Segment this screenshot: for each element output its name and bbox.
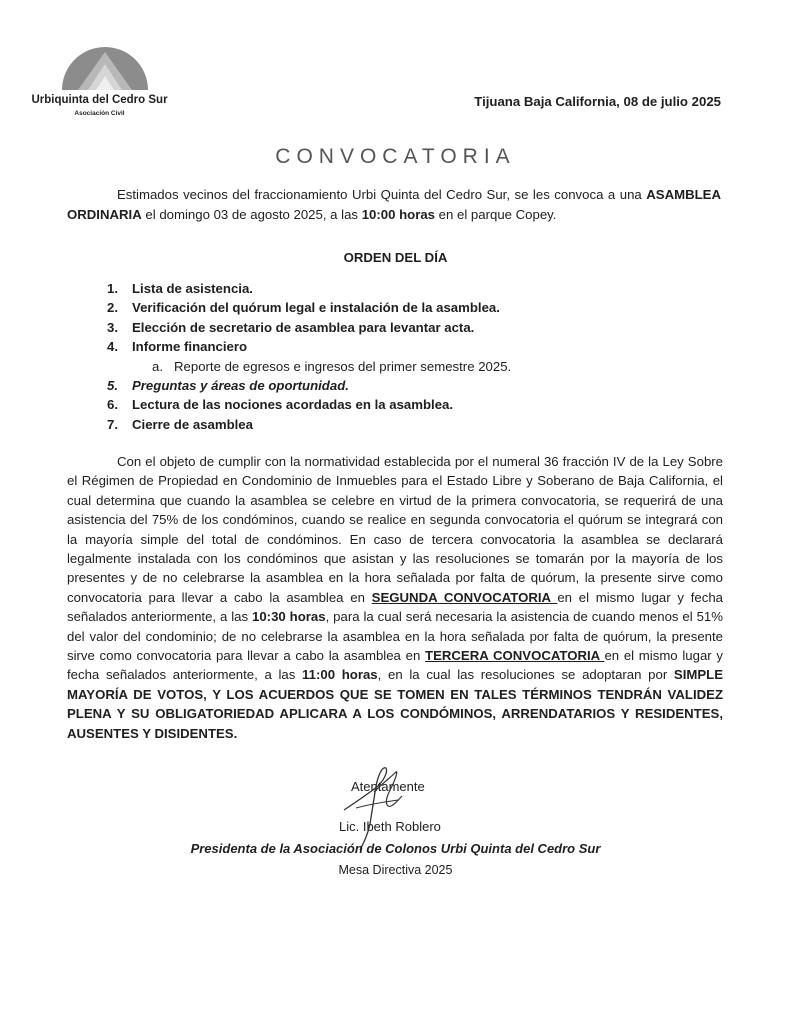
org-name: Urbiquinta del Cedro Sur [31,94,168,106]
signer-role: Presidenta de la Asociación de Colonos Urbi Quinta del Cedro Sur [190,841,601,856]
agenda-list [107,279,511,434]
agenda-item: 5. Preguntas y áreas de oportunidad. [107,378,349,394]
place-date: Tijuana Baja California, 08 de julio 2025 [474,94,721,109]
agenda-item: 4. Informe financiero [107,339,248,355]
agenda-subitem: a. Reporte de egresos e ingresos del primer semestre 2025. [152,358,512,374]
board-label: Mesa Directiva 2025 [338,863,453,877]
agenda-item: 3. Elección de secretario de asamblea para levantar acta. [107,319,475,335]
body-paragraph: Con el objeto de cumplir con la normatividad establecida por el numeral 36 fracción IV de la Ley Sobre el Régimen de Propiedad en Condominio de Inmuebles para el Estado Libre y Soberano de Baja California, el cual determina que cuando la asamblea se celebre en virtud de la primera convocatoria, se requerirá de una asistencia del 75% de los condóminos, cuando se realice en segunda convocatoria el quórum se integrará con la mayoría simple del total de condóminos. En caso de tercera convocatoria la asamblea se declarará legalmente instalada con los condóminos que asistan y las resoluciones se tomarán por la mayoría de los presentes y de no celebrarse la asamblea en la hora señalada por falta de quórum, la presente sirve como convocatoria para llevar a cabo la asamblea en SEGUNDA CONVOCATORIA en el mismo lugar y fecha señalados anteriormente, a las 10:30 horas, para la cual será necesaria la asistencia de cuando menos el 51% del valor del condominio; de no celebrarse la asamblea en la hora señalada por falta de quórum, la presente sirve como convocatoria para llevar a cabo la asamblea en TERCERA CONVOCATORIA en el mismo lugar y fecha señalados anteriormente, a las 11:00 horas, en la cual las resoluciones se adoptaran por SIMPLE MAYORÍA DE VOTOS, Y LOS ACUERDOS QUE SE TOMEN EN TALES TÉRMINOS TENDRÁN VALIDEZ PLENA Y SU OBLIGATORIEDAD APLICARA A LOS CONDÓMINOS, ARRENDATARIOS Y RESIDENTES, AUSENTES Y DISIDENTES. [67,454,723,741]
org-type: Asociación Civil [74,110,125,117]
agenda-title: ORDEN DEL DÍA [343,250,448,265]
document-title: CONVOCATORIA [275,145,516,168]
association-logo [58,34,152,92]
agenda-item: 2. Verificación del quórum legal e instalación de la asamblea. [107,300,500,316]
agenda-item: 1. Lista de asistencia. [107,281,253,296]
agenda-item: 7. Cierre de asamblea [107,416,253,432]
closing-text: Atentamente [351,779,425,794]
intro-paragraph: Estimados vecinos del fraccionamiento Urbi Quinta del Cedro Sur, se les convoca a una ASAMBLEA ORDINARIA el domingo 03 de agosto 2025, a las 10:00 horas en el parque Copey. [67,187,721,222]
signer-name: Lic. Ibeth Roblero [339,819,441,834]
agenda-item: 6. Lectura de las nociones acordadas en la asamblea. [107,397,454,413]
